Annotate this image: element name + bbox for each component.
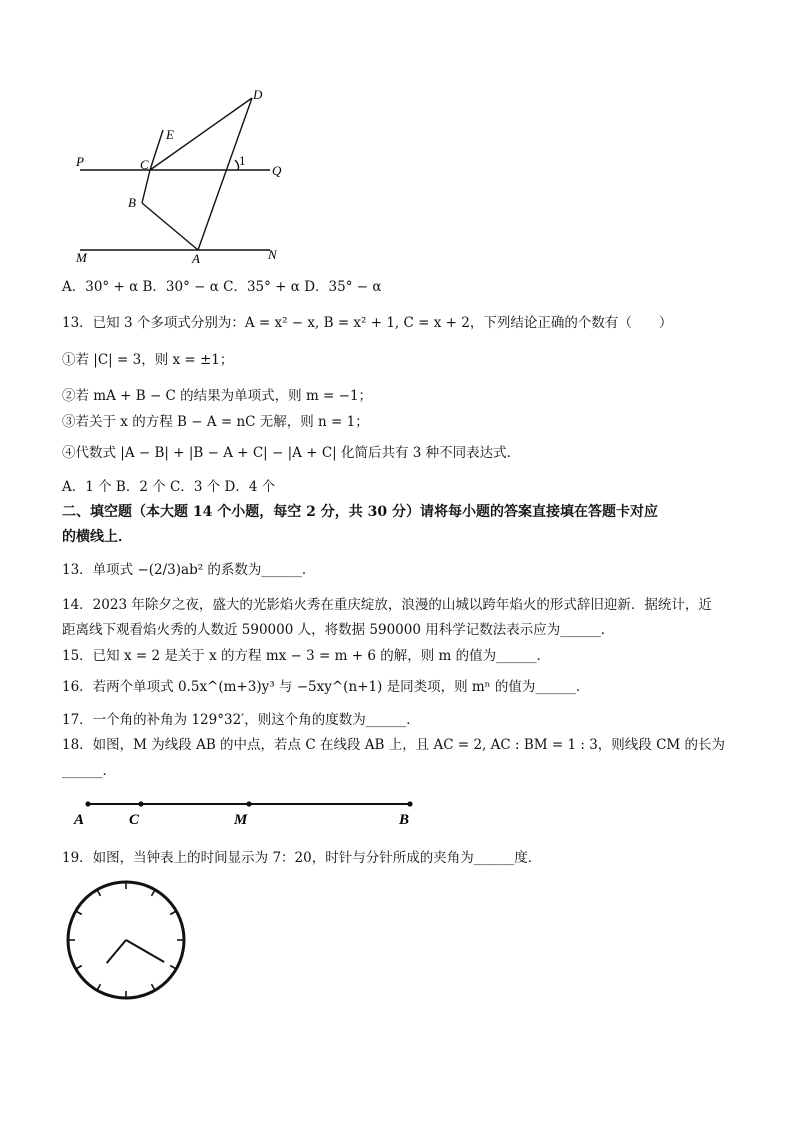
geometry-figure-parallel-lines — [60, 85, 300, 270]
segment-ba — [142, 203, 198, 250]
segment-ad — [198, 98, 252, 250]
label-seg-b: B — [399, 812, 410, 828]
clock-tick — [98, 891, 101, 896]
label-seg-c: C — [129, 812, 140, 828]
q13a-item-3: ③若关于 x 的方程 B − A = nC 无解，则 n = 1； — [62, 414, 369, 430]
q13a-options: A．1 个 B．2 个 C．3 个 D．4 个 — [62, 479, 276, 495]
q18-line1: 18．如图，M 为线段 AB 的中点，若点 C 在线段 AB 上，且 AC = 2, AC : BM = 1 : 3，则线段 CM 的长为 — [62, 737, 726, 753]
q14-line1: 14．2023 年除夕之夜，盛大的光影焰火秀在重庆绽放，浪漫的山城以跨年焰火的形式辞旧迎新．据统计，近 — [62, 597, 712, 613]
hour-hand — [107, 940, 126, 963]
label-p: P — [76, 154, 84, 169]
label-q: Q — [272, 163, 282, 178]
q12-options: A．30° + α B．30° − α C．35° + α D．35° − α — [62, 279, 382, 295]
label-seg-a: A — [74, 812, 85, 828]
clock-tick — [77, 966, 82, 969]
q18-line2: ______． — [62, 763, 116, 779]
q13a-item-4: ④代数式 |A − B| + |B − A + C| − |A + C| 化简后共有 3 种不同表达式． — [62, 445, 521, 461]
q19: 19．如图，当钟表上的时间显示为 7：20，时针与分针所成的夹角为______度． — [62, 850, 542, 866]
clock-face — [62, 876, 190, 1004]
q13b: 13．单项式 −(2/3)ab² 的系数为______． — [62, 562, 316, 578]
point-b — [407, 801, 412, 806]
label-seg-m: M — [234, 812, 248, 828]
clock-tick — [77, 912, 82, 915]
segment-figure — [68, 792, 428, 832]
minute-hand — [126, 940, 164, 962]
q17: 17．一个角的补角为 129°32′，则这个角的度数为______． — [62, 712, 420, 728]
q16: 16．若两个单项式 0.5x^(m+3)y³ 与 −5xy^(n+1) 是同类项，则 mⁿ 的值为______． — [62, 679, 590, 695]
clock-tick — [152, 891, 155, 896]
section-2-heading-cont: 的横线上． — [62, 529, 132, 545]
q13a-item-1: ①若 |C| = 3，则 x = ±1； — [62, 352, 234, 368]
q15: 15．已知 x = 2 是关于 x 的方程 mx − 3 = m + 6 的解，则 m 的值为______． — [62, 648, 551, 664]
label-e: E — [166, 127, 174, 142]
clock-tick — [152, 984, 155, 989]
label-b: B — [128, 195, 136, 210]
label-c: C — [140, 157, 149, 172]
q13a-stem: 13．已知 3 个多项式分别为：A = x² − x, B = x² + 1, C = x + 2，下列结论正确的个数有（ ） — [62, 315, 673, 331]
segment-cb — [142, 170, 150, 203]
label-m: M — [76, 250, 87, 265]
clock-tick — [98, 984, 101, 989]
label-a: A — [192, 251, 200, 266]
label-n: N — [268, 247, 277, 262]
section-2-heading: 二、填空题（本大题 14 个小题，每空 2 分，共 30 分）请将每小题的答案直接填在答题卡对应 — [62, 504, 658, 520]
label-d: D — [253, 87, 263, 102]
point-m — [246, 801, 251, 806]
q13a-item-2: ②若 mA + B − C 的结果为单项式，则 m = −1； — [62, 388, 373, 404]
point-a — [85, 801, 90, 806]
label-angle-1: 1 — [239, 153, 246, 168]
q14-line2: 距离线下观看焰火秀的人数近 590000 人，将数据 590000 用科学记数法表示应为______． — [62, 622, 615, 638]
clock-tick — [170, 966, 175, 969]
point-c — [138, 801, 143, 806]
segment-ce — [150, 130, 163, 170]
clock-tick — [170, 912, 175, 915]
